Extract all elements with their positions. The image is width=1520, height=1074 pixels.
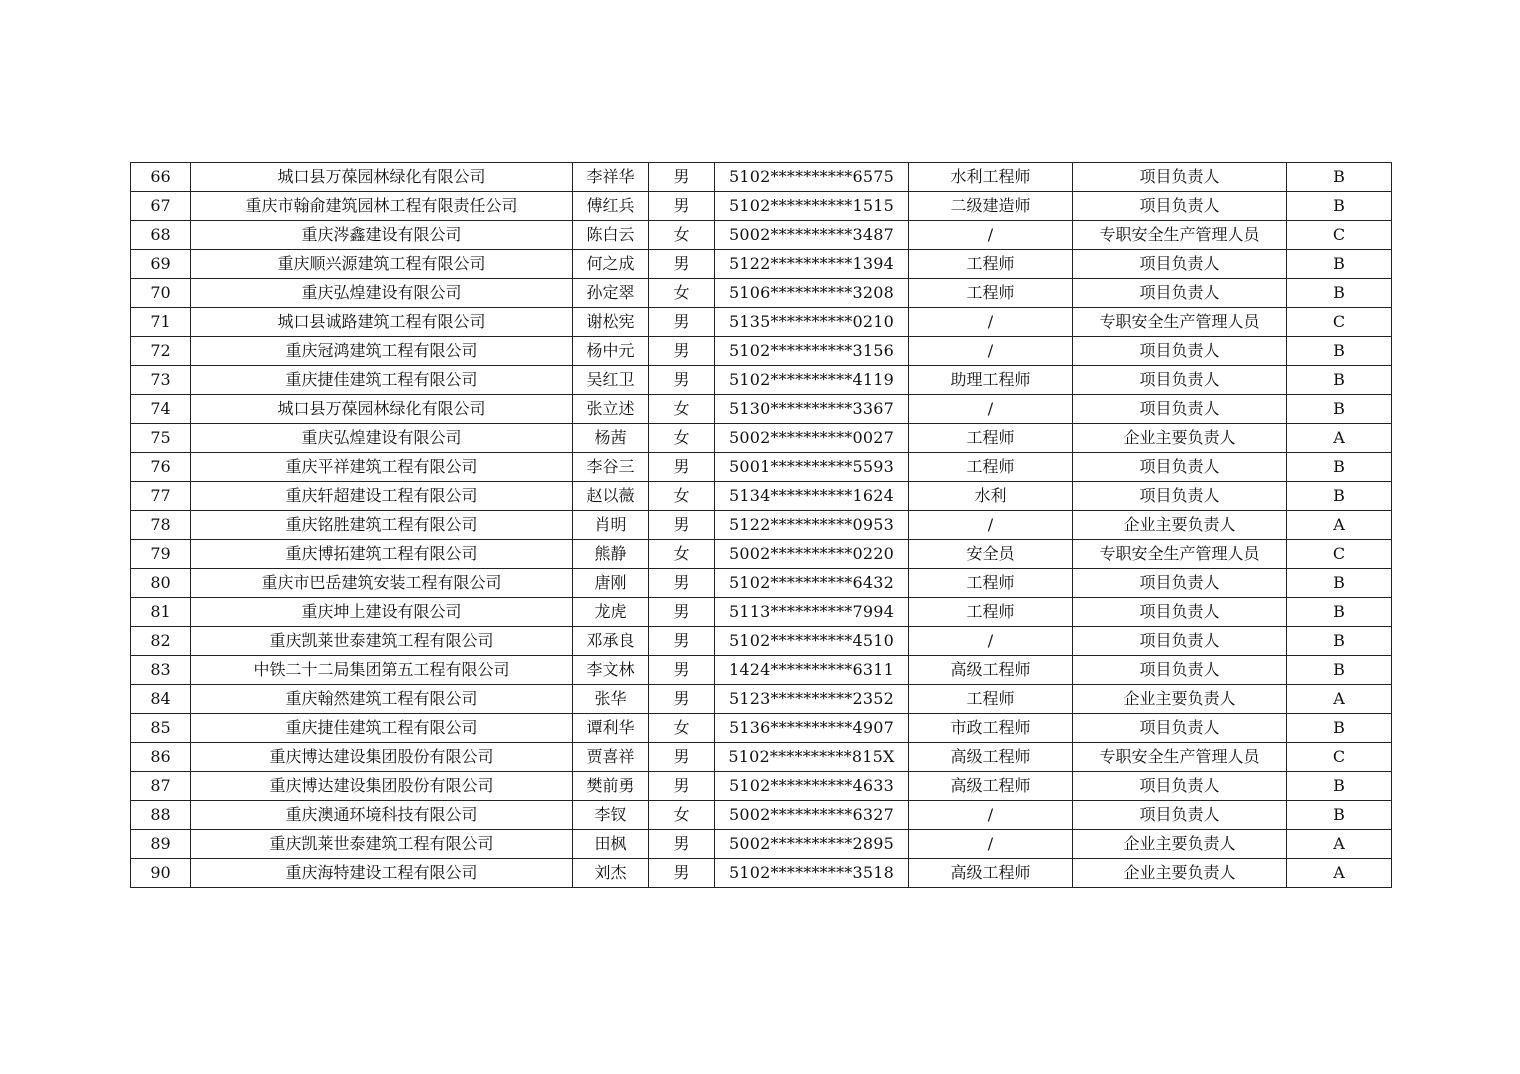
table-row <box>131 337 1392 366</box>
grade-cell: C <box>1287 743 1392 772</box>
row-number-cell: 66 <box>131 163 191 192</box>
grade-cell: A <box>1287 424 1392 453</box>
professional-title-cell: / <box>909 395 1073 424</box>
company-name-cell: 重庆捷佳建筑工程有限公司 <box>191 366 573 395</box>
grade-cell: B <box>1287 801 1392 830</box>
grade-cell: C <box>1287 221 1392 250</box>
row-number-cell: 86 <box>131 743 191 772</box>
position-cell: 项目负责人 <box>1073 627 1287 656</box>
position-cell: 专职安全生产管理人员 <box>1073 221 1287 250</box>
row-number-cell: 87 <box>131 772 191 801</box>
professional-title-cell: 高级工程师 <box>909 859 1073 888</box>
table-row <box>131 192 1392 221</box>
professional-title-cell: 工程师 <box>909 250 1073 279</box>
position-cell: 项目负责人 <box>1073 250 1287 279</box>
grade-cell: C <box>1287 540 1392 569</box>
gender-cell: 男 <box>649 830 715 859</box>
id-number-cell: 5002**********3487 <box>715 221 909 250</box>
table-body <box>131 163 1392 888</box>
id-number-cell: 5102**********4119 <box>715 366 909 395</box>
professional-title-cell: 工程师 <box>909 569 1073 598</box>
id-number-cell: 5102**********3156 <box>715 337 909 366</box>
professional-title-cell: 二级建造师 <box>909 192 1073 221</box>
position-cell: 项目负责人 <box>1073 453 1287 482</box>
person-name-cell: 李谷三 <box>573 453 649 482</box>
id-number-cell: 5102**********6432 <box>715 569 909 598</box>
gender-cell: 男 <box>649 859 715 888</box>
id-number-cell: 5002**********0027 <box>715 424 909 453</box>
row-number-cell: 88 <box>131 801 191 830</box>
table-row <box>131 163 1392 192</box>
row-number-cell: 84 <box>131 685 191 714</box>
company-name-cell: 重庆坤上建设有限公司 <box>191 598 573 627</box>
position-cell: 企业主要负责人 <box>1073 859 1287 888</box>
id-number-cell: 5130**********3367 <box>715 395 909 424</box>
company-name-cell: 城口县万葆园林绿化有限公司 <box>191 163 573 192</box>
person-name-cell: 傅红兵 <box>573 192 649 221</box>
professional-title-cell: 高级工程师 <box>909 772 1073 801</box>
row-number-cell: 83 <box>131 656 191 685</box>
grade-cell: A <box>1287 830 1392 859</box>
company-name-cell: 重庆顺兴源建筑工程有限公司 <box>191 250 573 279</box>
position-cell: 项目负责人 <box>1073 279 1287 308</box>
position-cell: 企业主要负责人 <box>1073 424 1287 453</box>
row-number-cell: 81 <box>131 598 191 627</box>
company-name-cell: 重庆弘煌建设有限公司 <box>191 279 573 308</box>
professional-title-cell: / <box>909 511 1073 540</box>
row-number-cell: 72 <box>131 337 191 366</box>
person-name-cell: 孙定翠 <box>573 279 649 308</box>
professional-title-cell: / <box>909 221 1073 250</box>
company-name-cell: 重庆博达建设集团股份有限公司 <box>191 772 573 801</box>
grade-cell: B <box>1287 598 1392 627</box>
grade-cell: B <box>1287 714 1392 743</box>
grade-cell: B <box>1287 453 1392 482</box>
person-name-cell: 李钗 <box>573 801 649 830</box>
professional-title-cell: 安全员 <box>909 540 1073 569</box>
id-number-cell: 5122**********0953 <box>715 511 909 540</box>
position-cell: 项目负责人 <box>1073 801 1287 830</box>
company-name-cell: 重庆轩超建设工程有限公司 <box>191 482 573 511</box>
row-number-cell: 82 <box>131 627 191 656</box>
professional-title-cell: 工程师 <box>909 453 1073 482</box>
person-name-cell: 熊静 <box>573 540 649 569</box>
grade-cell: B <box>1287 627 1392 656</box>
person-name-cell: 张华 <box>573 685 649 714</box>
gender-cell: 女 <box>649 482 715 511</box>
professional-title-cell: 工程师 <box>909 598 1073 627</box>
id-number-cell: 5123**********2352 <box>715 685 909 714</box>
gender-cell: 男 <box>649 308 715 337</box>
professional-title-cell: 助理工程师 <box>909 366 1073 395</box>
company-name-cell: 重庆博达建设集团股份有限公司 <box>191 743 573 772</box>
gender-cell: 男 <box>649 192 715 221</box>
person-name-cell: 吴红卫 <box>573 366 649 395</box>
person-name-cell: 肖明 <box>573 511 649 540</box>
company-name-cell: 城口县诚路建筑工程有限公司 <box>191 308 573 337</box>
professional-title-cell: 高级工程师 <box>909 743 1073 772</box>
gender-cell: 男 <box>649 743 715 772</box>
table-row <box>131 279 1392 308</box>
position-cell: 企业主要负责人 <box>1073 830 1287 859</box>
table-row <box>131 221 1392 250</box>
grade-cell: B <box>1287 250 1392 279</box>
gender-cell: 男 <box>649 627 715 656</box>
id-number-cell: 5001**********5593 <box>715 453 909 482</box>
position-cell: 项目负责人 <box>1073 482 1287 511</box>
position-cell: 项目负责人 <box>1073 656 1287 685</box>
company-name-cell: 重庆凯莱世泰建筑工程有限公司 <box>191 627 573 656</box>
position-cell: 项目负责人 <box>1073 714 1287 743</box>
gender-cell: 男 <box>649 598 715 627</box>
grade-cell: B <box>1287 656 1392 685</box>
grade-cell: B <box>1287 569 1392 598</box>
professional-title-cell: / <box>909 801 1073 830</box>
personnel-table <box>130 162 1392 888</box>
table-row <box>131 250 1392 279</box>
table-row <box>131 598 1392 627</box>
id-number-cell: 5136**********4907 <box>715 714 909 743</box>
position-cell: 专职安全生产管理人员 <box>1073 540 1287 569</box>
gender-cell: 男 <box>649 453 715 482</box>
position-cell: 项目负责人 <box>1073 395 1287 424</box>
position-cell: 项目负责人 <box>1073 598 1287 627</box>
table-row <box>131 859 1392 888</box>
table-row <box>131 482 1392 511</box>
professional-title-cell: / <box>909 337 1073 366</box>
table-row <box>131 366 1392 395</box>
grade-cell: B <box>1287 337 1392 366</box>
position-cell: 企业主要负责人 <box>1073 511 1287 540</box>
id-number-cell: 5002**********0220 <box>715 540 909 569</box>
person-name-cell: 邓承良 <box>573 627 649 656</box>
position-cell: 企业主要负责人 <box>1073 685 1287 714</box>
id-number-cell: 5122**********1394 <box>715 250 909 279</box>
professional-title-cell: / <box>909 308 1073 337</box>
table-row <box>131 714 1392 743</box>
company-name-cell: 重庆冠鸿建筑工程有限公司 <box>191 337 573 366</box>
gender-cell: 女 <box>649 221 715 250</box>
grade-cell: B <box>1287 366 1392 395</box>
gender-cell: 女 <box>649 279 715 308</box>
row-number-cell: 76 <box>131 453 191 482</box>
table-row <box>131 685 1392 714</box>
id-number-cell: 5002**********2895 <box>715 830 909 859</box>
professional-title-cell: / <box>909 830 1073 859</box>
person-name-cell: 张立述 <box>573 395 649 424</box>
table-row <box>131 395 1392 424</box>
company-name-cell: 城口县万葆园林绿化有限公司 <box>191 395 573 424</box>
position-cell: 专职安全生产管理人员 <box>1073 743 1287 772</box>
company-name-cell: 重庆涔鑫建设有限公司 <box>191 221 573 250</box>
grade-cell: B <box>1287 395 1392 424</box>
person-name-cell: 田枫 <box>573 830 649 859</box>
company-name-cell: 重庆弘煌建设有限公司 <box>191 424 573 453</box>
position-cell: 项目负责人 <box>1073 337 1287 366</box>
table-row <box>131 772 1392 801</box>
company-name-cell: 重庆市翰俞建筑园林工程有限责任公司 <box>191 192 573 221</box>
professional-title-cell: 市政工程师 <box>909 714 1073 743</box>
id-number-cell: 5106**********3208 <box>715 279 909 308</box>
gender-cell: 男 <box>649 772 715 801</box>
gender-cell: 男 <box>649 656 715 685</box>
grade-cell: A <box>1287 859 1392 888</box>
row-number-cell: 71 <box>131 308 191 337</box>
grade-cell: B <box>1287 279 1392 308</box>
table-row <box>131 656 1392 685</box>
company-name-cell: 重庆捷佳建筑工程有限公司 <box>191 714 573 743</box>
position-cell: 项目负责人 <box>1073 772 1287 801</box>
company-name-cell: 重庆凯莱世泰建筑工程有限公司 <box>191 830 573 859</box>
gender-cell: 男 <box>649 337 715 366</box>
gender-cell: 女 <box>649 714 715 743</box>
row-number-cell: 79 <box>131 540 191 569</box>
person-name-cell: 李文林 <box>573 656 649 685</box>
gender-cell: 男 <box>649 250 715 279</box>
grade-cell: B <box>1287 192 1392 221</box>
id-number-cell: 5102**********3518 <box>715 859 909 888</box>
id-number-cell: 5102**********6575 <box>715 163 909 192</box>
person-name-cell: 龙虎 <box>573 598 649 627</box>
row-number-cell: 73 <box>131 366 191 395</box>
row-number-cell: 77 <box>131 482 191 511</box>
position-cell: 项目负责人 <box>1073 192 1287 221</box>
row-number-cell: 85 <box>131 714 191 743</box>
grade-cell: B <box>1287 772 1392 801</box>
row-number-cell: 80 <box>131 569 191 598</box>
gender-cell: 女 <box>649 801 715 830</box>
gender-cell: 女 <box>649 424 715 453</box>
gender-cell: 女 <box>649 395 715 424</box>
grade-cell: A <box>1287 685 1392 714</box>
row-number-cell: 70 <box>131 279 191 308</box>
person-name-cell: 李祥华 <box>573 163 649 192</box>
table-row <box>131 540 1392 569</box>
person-name-cell: 何之成 <box>573 250 649 279</box>
person-name-cell: 谢松宪 <box>573 308 649 337</box>
id-number-cell: 5002**********6327 <box>715 801 909 830</box>
row-number-cell: 78 <box>131 511 191 540</box>
row-number-cell: 90 <box>131 859 191 888</box>
person-name-cell: 刘杰 <box>573 859 649 888</box>
position-cell: 项目负责人 <box>1073 366 1287 395</box>
professional-title-cell: 工程师 <box>909 279 1073 308</box>
professional-title-cell: 水利 <box>909 482 1073 511</box>
gender-cell: 男 <box>649 511 715 540</box>
gender-cell: 男 <box>649 163 715 192</box>
person-name-cell: 樊前勇 <box>573 772 649 801</box>
table-row <box>131 308 1392 337</box>
gender-cell: 男 <box>649 569 715 598</box>
person-name-cell: 贾喜祥 <box>573 743 649 772</box>
id-number-cell: 1424**********6311 <box>715 656 909 685</box>
table-row <box>131 627 1392 656</box>
professional-title-cell: 高级工程师 <box>909 656 1073 685</box>
table-row <box>131 801 1392 830</box>
gender-cell: 男 <box>649 366 715 395</box>
professional-title-cell: 工程师 <box>909 685 1073 714</box>
person-name-cell: 谭利华 <box>573 714 649 743</box>
id-number-cell: 5135**********0210 <box>715 308 909 337</box>
company-name-cell: 重庆铭胜建筑工程有限公司 <box>191 511 573 540</box>
person-name-cell: 唐刚 <box>573 569 649 598</box>
table-row <box>131 511 1392 540</box>
person-name-cell: 杨中元 <box>573 337 649 366</box>
person-name-cell: 杨茜 <box>573 424 649 453</box>
company-name-cell: 重庆澳通环境科技有限公司 <box>191 801 573 830</box>
row-number-cell: 75 <box>131 424 191 453</box>
company-name-cell: 中铁二十二局集团第五工程有限公司 <box>191 656 573 685</box>
table-row <box>131 743 1392 772</box>
gender-cell: 男 <box>649 685 715 714</box>
company-name-cell: 重庆平祥建筑工程有限公司 <box>191 453 573 482</box>
id-number-cell: 5102**********815X <box>715 743 909 772</box>
grade-cell: B <box>1287 482 1392 511</box>
table-row <box>131 830 1392 859</box>
grade-cell: B <box>1287 163 1392 192</box>
grade-cell: C <box>1287 308 1392 337</box>
company-name-cell: 重庆翰然建筑工程有限公司 <box>191 685 573 714</box>
person-name-cell: 赵以薇 <box>573 482 649 511</box>
id-number-cell: 5102**********4633 <box>715 772 909 801</box>
professional-title-cell: / <box>909 627 1073 656</box>
company-name-cell: 重庆海特建设工程有限公司 <box>191 859 573 888</box>
table-row <box>131 453 1392 482</box>
id-number-cell: 5102**********1515 <box>715 192 909 221</box>
id-number-cell: 5113**********7994 <box>715 598 909 627</box>
grade-cell: A <box>1287 511 1392 540</box>
position-cell: 项目负责人 <box>1073 569 1287 598</box>
person-name-cell: 陈白云 <box>573 221 649 250</box>
table-row <box>131 424 1392 453</box>
row-number-cell: 67 <box>131 192 191 221</box>
company-name-cell: 重庆市巴岳建筑安装工程有限公司 <box>191 569 573 598</box>
row-number-cell: 89 <box>131 830 191 859</box>
company-name-cell: 重庆博拓建筑工程有限公司 <box>191 540 573 569</box>
id-number-cell: 5102**********4510 <box>715 627 909 656</box>
row-number-cell: 69 <box>131 250 191 279</box>
position-cell: 项目负责人 <box>1073 163 1287 192</box>
row-number-cell: 68 <box>131 221 191 250</box>
id-number-cell: 5134**********1624 <box>715 482 909 511</box>
row-number-cell: 74 <box>131 395 191 424</box>
position-cell: 专职安全生产管理人员 <box>1073 308 1287 337</box>
professional-title-cell: 水利工程师 <box>909 163 1073 192</box>
professional-title-cell: 工程师 <box>909 424 1073 453</box>
table-row <box>131 569 1392 598</box>
gender-cell: 女 <box>649 540 715 569</box>
